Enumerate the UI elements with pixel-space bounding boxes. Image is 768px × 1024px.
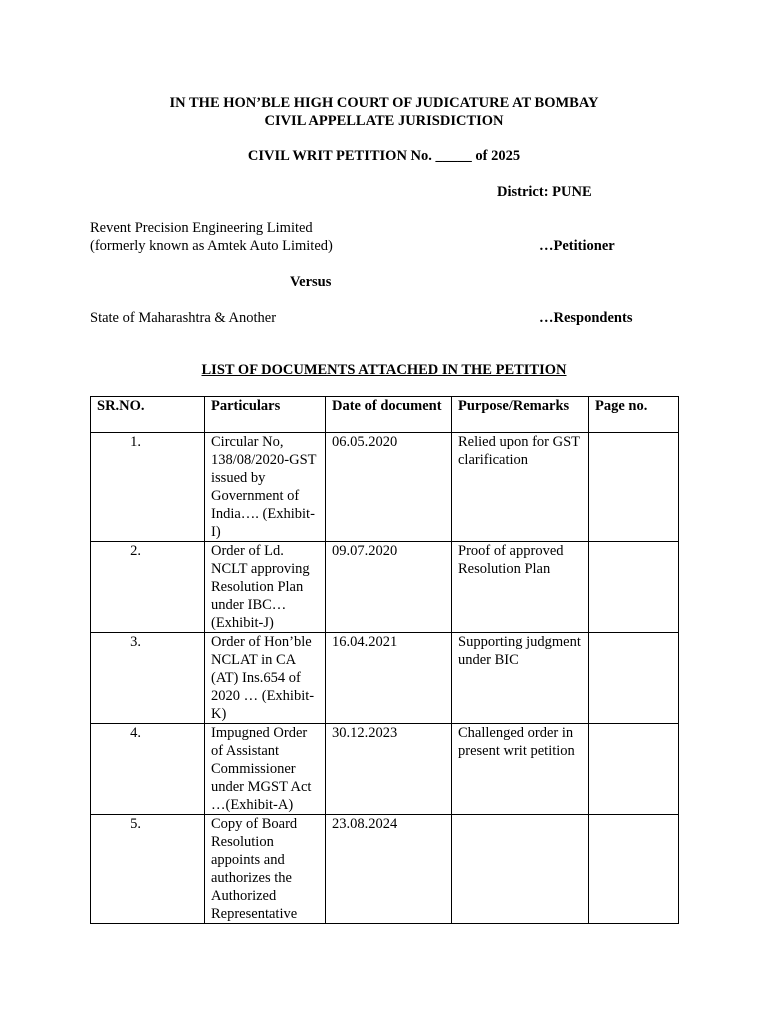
cell-date: 06.05.2020 (326, 433, 452, 542)
jurisdiction-title: CIVIL APPELLATE JURISDICTION (264, 113, 504, 129)
cell-purpose: Proof of approved Resolution Plan (452, 542, 589, 633)
cell-particulars: Circular No, 138/08/2020-GST issued by Government of India…. (Exhibit-I) (205, 433, 326, 542)
table-row (91, 815, 679, 924)
petition-number: CIVIL WRIT PETITION No. _____ of 2025 (247, 148, 521, 164)
petitioner-role: …Petitioner (539, 238, 615, 254)
respondent-name: State of Maharashtra & Another (90, 310, 277, 326)
table-row (91, 633, 679, 724)
header-date: Date of document (326, 397, 452, 433)
district-label: District: PUNE (497, 184, 592, 200)
cell-date: 23.08.2024 (326, 815, 452, 924)
cell-sr-no: 1. (91, 433, 205, 542)
cell-purpose: Relied upon for GST clarification (452, 433, 589, 542)
cell-sr-no: 3. (91, 633, 205, 724)
header-page-no: Page no. (589, 397, 679, 433)
petitioner-former-name: (formerly known as Amtek Auto Limited) (90, 238, 333, 254)
table-row (91, 433, 679, 542)
cell-particulars: Impugned Order of Assistant Commissioner under MGST Act …(Exhibit-A) (205, 724, 326, 815)
table-row (91, 724, 679, 815)
cell-date: 09.07.2020 (326, 542, 452, 633)
cell-date: 30.12.2023 (326, 724, 452, 815)
cell-page-no (589, 724, 679, 815)
cell-page-no (589, 542, 679, 633)
header-particulars: Particulars (205, 397, 326, 433)
header-sr-no: SR.NO. (91, 397, 205, 433)
cell-purpose: Supporting judgment under BIC (452, 633, 589, 724)
cell-particulars: Order of Hon’ble NCLAT in CA (AT) Ins.654 of 2020 … (Exhibit-K) (205, 633, 326, 724)
cell-page-no (589, 815, 679, 924)
cell-sr-no: 4. (91, 724, 205, 815)
cell-purpose (452, 815, 589, 924)
cell-particulars: Copy of Board Resolution appoints and authorizes the Authorized Representative (205, 815, 326, 924)
cell-date: 16.04.2021 (326, 633, 452, 724)
header-purpose: Purpose/Remarks (452, 397, 589, 433)
documents-table (90, 396, 679, 924)
court-title: IN THE HON’BLE HIGH COURT OF JUDICATURE AT BOMBAY (169, 95, 599, 111)
cell-purpose: Challenged order in present writ petition (452, 724, 589, 815)
respondent-role: …Respondents (539, 310, 633, 326)
table-header-row (91, 397, 679, 433)
petitioner-name: Revent Precision Engineering Limited (90, 220, 313, 236)
versus-label: Versus (290, 274, 332, 290)
cell-sr-no: 2. (91, 542, 205, 633)
cell-particulars: Order of Ld. NCLT approving Resolution Plan under IBC… (Exhibit-J) (205, 542, 326, 633)
cell-sr-no: 5. (91, 815, 205, 924)
cell-page-no (589, 433, 679, 542)
documents-list-title: LIST OF DOCUMENTS ATTACHED IN THE PETITION (201, 362, 567, 378)
table-row (91, 542, 679, 633)
cell-page-no (589, 633, 679, 724)
